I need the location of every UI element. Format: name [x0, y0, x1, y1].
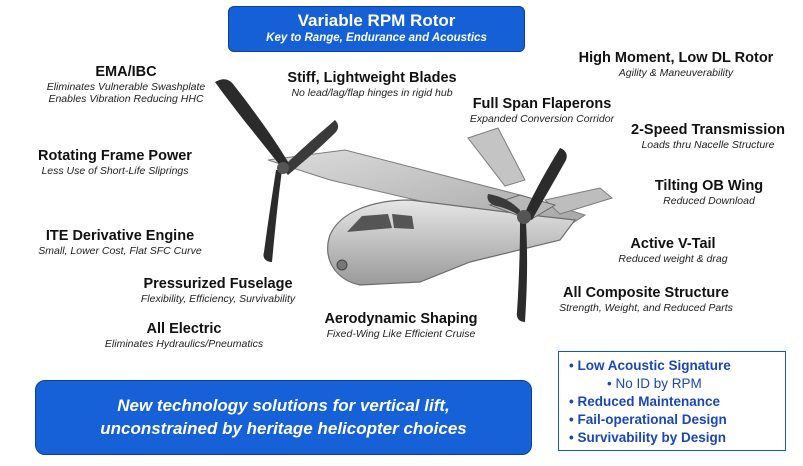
- label-electric-title: All Electric: [146, 321, 222, 337]
- benefit-label: Fail-operational Design: [577, 412, 727, 427]
- label-electric-line1: Eliminates Hydraulics/Pneumatics: [104, 337, 264, 350]
- label-fuselage: [118, 276, 318, 305]
- label-vtail: [600, 236, 746, 265]
- label-high-moment-line1: Agility & Maneuverability: [618, 66, 734, 79]
- benefit-sublabel: No ID by RPM: [615, 376, 702, 391]
- label-aero: [310, 311, 492, 340]
- label-flaperons-title: Full Span Flaperons: [472, 96, 612, 112]
- bullet-icon: •: [607, 376, 612, 391]
- label-fuselage-line1: Flexibility, Efficiency, Survivability: [140, 292, 296, 305]
- label-rotating-power-line1: Less Use of Short-Life Sliprings: [41, 164, 189, 177]
- header-title: Variable RPM Rotor: [297, 11, 456, 30]
- label-ema-line1: Eliminates Vulnerable Swashplate: [46, 80, 206, 93]
- label-rotating-power-title: Rotating Frame Power: [38, 148, 192, 164]
- label-rotating-power: [20, 148, 210, 177]
- label-flaperons: [450, 96, 634, 125]
- label-blades-line1: No lead/lag/flap hinges in rigid hub: [291, 86, 453, 99]
- label-aero-line1: Fixed-Wing Like Efficient Cruise: [326, 327, 476, 340]
- benefit-label: Low Acoustic Signature: [577, 358, 731, 373]
- label-composite-title: All Composite Structure: [563, 285, 729, 301]
- benefit-item: [569, 411, 785, 429]
- footer-line2: unconstrained by heritage helicopter choices: [100, 418, 467, 438]
- bullet-icon: •: [569, 430, 574, 445]
- label-composite-line1: Strength, Weight, and Reduced Parts: [559, 301, 733, 314]
- label-transmission-line1: Loads thru Nacelle Structure: [641, 138, 775, 151]
- label-ema: [28, 64, 224, 105]
- label-tilting-wing: [636, 178, 782, 207]
- benefits-box: [558, 351, 786, 451]
- header-banner: [228, 6, 525, 52]
- benefit-item: [569, 429, 785, 447]
- label-engine: [20, 228, 220, 257]
- bullet-icon: •: [569, 358, 574, 373]
- label-ema-line2: Enables Vibration Reducing HHC: [48, 92, 204, 105]
- footer-banner: [35, 380, 532, 455]
- label-blades-title: Stiff, Lightweight Blades: [287, 70, 457, 86]
- label-engine-title: ITE Derivative Engine: [45, 228, 195, 244]
- label-electric: [92, 321, 276, 350]
- bullet-icon: •: [569, 412, 574, 427]
- header-subtitle: Key to Range, Endurance and Acoustics: [266, 32, 487, 44]
- label-tilting-wing-title: Tilting OB Wing: [654, 178, 764, 194]
- label-transmission: [620, 122, 796, 151]
- label-vtail-title: Active V-Tail: [630, 236, 716, 252]
- label-vtail-line1: Reduced weight & drag: [618, 252, 728, 265]
- benefit-item: [569, 393, 785, 411]
- label-high-moment: [566, 50, 786, 79]
- benefit-subitem: [569, 375, 785, 393]
- benefit-label: Reduced Maintenance: [577, 394, 721, 409]
- label-ema-title: EMA/IBC: [95, 64, 157, 80]
- bullet-icon: •: [569, 394, 574, 409]
- benefit-label: Survivability by Design: [577, 430, 727, 445]
- label-composite: [546, 285, 746, 314]
- label-tilting-wing-line1: Reduced Download: [663, 194, 755, 207]
- benefit-item: [569, 357, 785, 375]
- label-fuselage-title: Pressurized Fuselage: [143, 276, 293, 292]
- label-blades: [270, 70, 474, 99]
- label-engine-line1: Small, Lower Cost, Flat SFC Curve: [38, 244, 202, 257]
- footer-line1: New technology solutions for vertical lift,: [117, 395, 450, 415]
- label-transmission-title: 2-Speed Transmission: [631, 122, 785, 138]
- label-aero-title: Aerodynamic Shaping: [324, 311, 478, 327]
- label-high-moment-title: High Moment, Low DL Rotor: [578, 50, 774, 66]
- label-flaperons-line1: Expanded Conversion Corridor: [469, 112, 615, 125]
